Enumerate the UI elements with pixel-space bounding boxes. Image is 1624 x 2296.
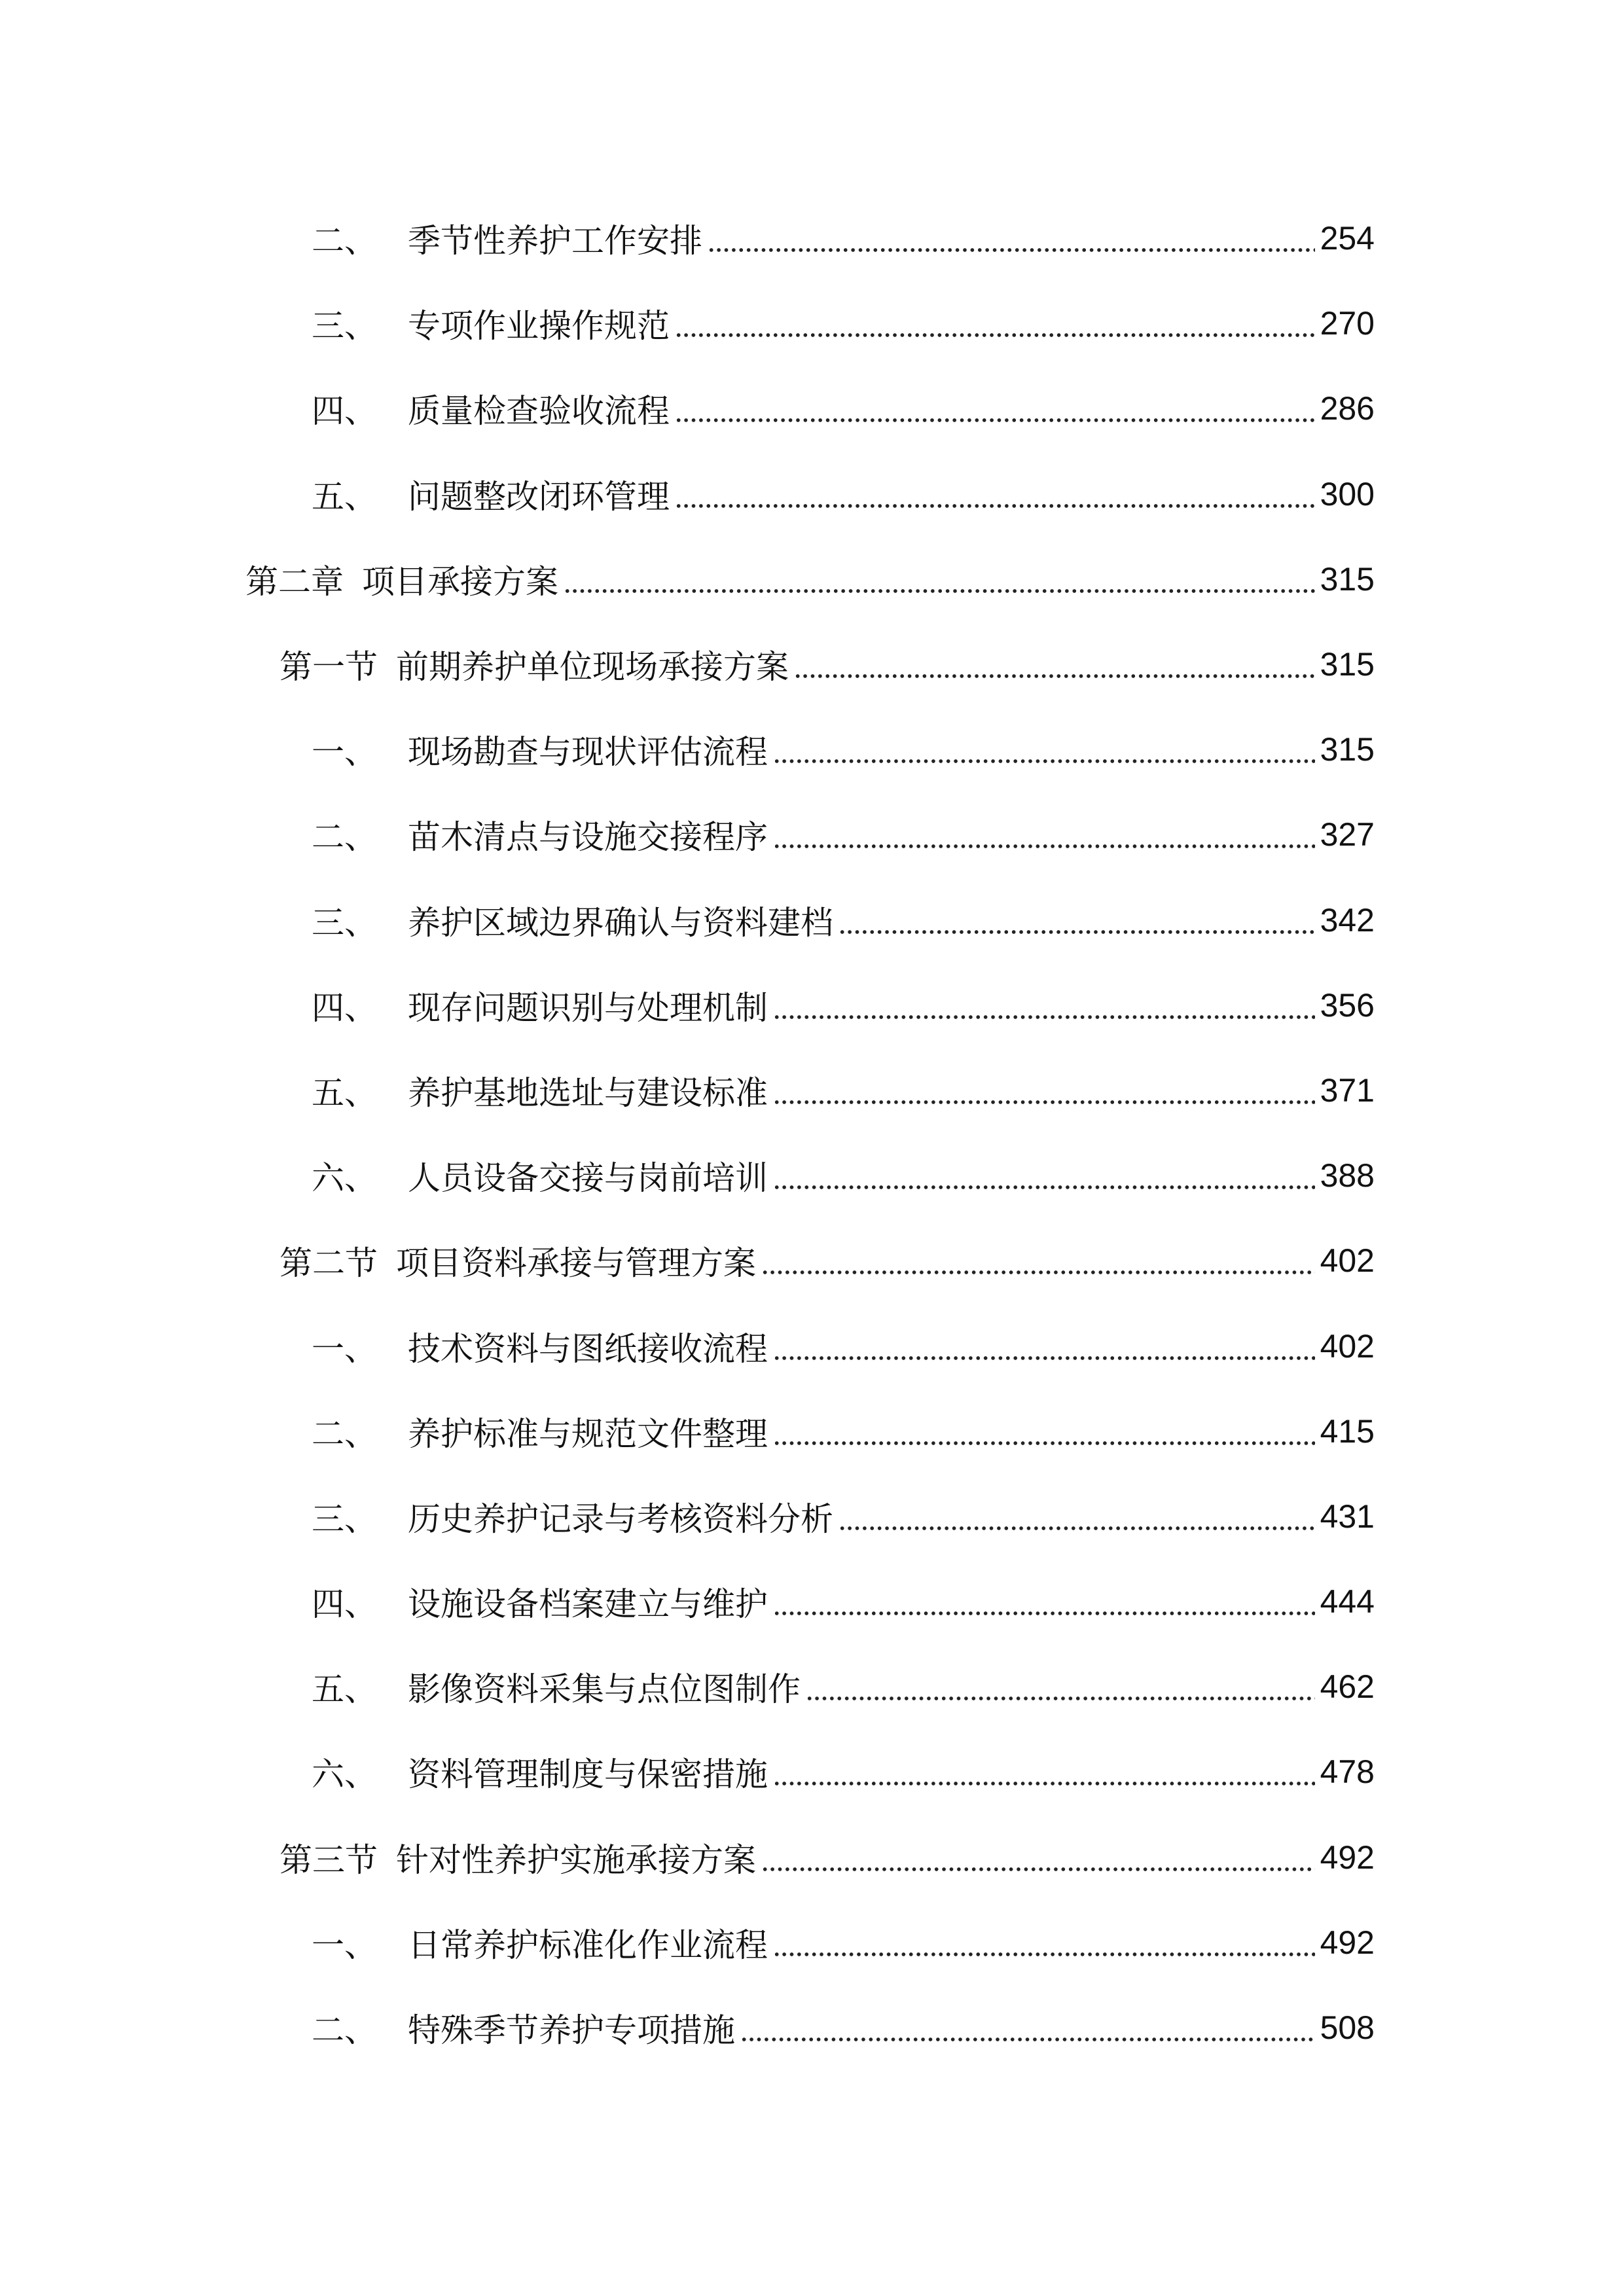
toc-item-entry[interactable] [0, 366, 1624, 451]
toc-item-entry[interactable] [0, 1900, 1624, 1985]
toc-item-entry[interactable] [0, 452, 1624, 537]
toc-page-number: 315 [1320, 731, 1375, 768]
toc-section-entry[interactable] [0, 1218, 1624, 1303]
dot-leader [773, 1585, 1315, 1618]
toc-entry-number: 一、 [312, 733, 377, 772]
toc-entry-title: 养护区域边界确认与资料建档 [408, 903, 833, 942]
dot-leader [773, 1330, 1315, 1363]
dot-leader [839, 904, 1315, 937]
toc-entry-title: 现存问题识别与处理机制 [408, 988, 768, 1027]
toc-item-entry[interactable] [0, 1133, 1624, 1218]
toc-page-number: 508 [1320, 2009, 1375, 2047]
toc-item-entry[interactable] [0, 792, 1624, 877]
toc-entry-title: 项目承接方案 [362, 562, 558, 601]
toc-entry-number: 五、 [312, 477, 377, 516]
toc-entry-number: 第三节 [280, 1840, 378, 1879]
dot-leader [806, 1670, 1315, 1703]
toc-chapter-entry[interactable] [0, 537, 1624, 622]
dot-leader [564, 563, 1315, 596]
toc-item-entry[interactable] [0, 1048, 1624, 1133]
toc-section-entry[interactable] [0, 1815, 1624, 1900]
toc-entry-number: 三、 [312, 1499, 377, 1538]
toc-page-number: 286 [1320, 390, 1375, 427]
toc-page-number: 462 [1320, 1668, 1375, 1706]
toc-entry-number: 六、 [312, 1755, 377, 1794]
toc-item-entry[interactable] [0, 196, 1624, 281]
dot-leader [773, 1755, 1315, 1788]
toc-page-number: 356 [1320, 986, 1375, 1024]
toc-item-entry[interactable] [0, 1559, 1624, 1644]
toc-item-entry[interactable] [0, 707, 1624, 792]
dot-leader [773, 989, 1315, 1022]
toc-entry-title: 影像资料采集与点位图制作 [408, 1670, 801, 1709]
dot-leader [773, 1159, 1315, 1192]
dot-leader [773, 1074, 1315, 1107]
toc-entry-title: 日常养护标准化作业流程 [408, 1926, 768, 1964]
dot-leader [839, 1500, 1315, 1533]
toc-page-number: 492 [1320, 1839, 1375, 1876]
toc-page-number: 270 [1320, 305, 1375, 342]
toc-item-entry[interactable] [0, 963, 1624, 1048]
toc-item-entry[interactable] [0, 1389, 1624, 1474]
toc-entry-title: 现场勘查与现状评估流程 [408, 733, 768, 772]
toc-item-entry[interactable] [0, 1729, 1624, 1814]
toc-entry-title: 设施设备档案建立与维护 [408, 1585, 768, 1624]
dot-leader [675, 307, 1315, 340]
toc-entry-title: 技术资料与图纸接收流程 [408, 1329, 768, 1368]
toc-page-number: 478 [1320, 1753, 1375, 1791]
toc-entry-number: 二、 [312, 1414, 377, 1453]
toc-page-number: 388 [1320, 1157, 1375, 1194]
toc-entry-number: 四、 [312, 1585, 377, 1624]
dot-leader [675, 392, 1315, 425]
toc-entry-number: 第二章 [245, 562, 344, 601]
toc-entry-number: 五、 [312, 1073, 377, 1112]
toc-entry-title: 特殊季节养护专项措施 [408, 2011, 735, 2050]
dot-leader [773, 1926, 1315, 1959]
dot-leader [761, 1841, 1315, 1874]
toc-entry-title: 针对性养护实施承接方案 [396, 1840, 756, 1879]
toc-entry-number: 五、 [312, 1670, 377, 1709]
toc-entry-title: 季节性养护工作安排 [408, 222, 702, 260]
dot-leader [740, 2011, 1315, 2044]
dot-leader [773, 818, 1315, 851]
toc-page-number: 342 [1320, 901, 1375, 939]
toc-entry-title: 项目资料承接与管理方案 [396, 1244, 756, 1283]
toc-page-number: 371 [1320, 1071, 1375, 1109]
toc-page-number: 315 [1320, 646, 1375, 683]
toc-entry-number: 四、 [312, 392, 377, 431]
dot-leader [773, 1415, 1315, 1448]
toc-entry-title: 前期养护单位现场承接方案 [396, 648, 789, 687]
toc-page-number: 327 [1320, 816, 1375, 853]
toc-entry-number: 二、 [312, 818, 377, 857]
toc-page-number: 431 [1320, 1498, 1375, 1535]
toc-entry-number: 一、 [312, 1926, 377, 1964]
dot-leader [794, 648, 1315, 681]
toc-entry-number: 二、 [312, 2011, 377, 2050]
toc-entry-title: 养护标准与规范文件整理 [408, 1414, 768, 1453]
toc-entry-number: 二、 [312, 222, 377, 260]
toc-item-entry[interactable] [0, 1474, 1624, 1559]
dot-leader [773, 733, 1315, 766]
toc-entry-number: 四、 [312, 988, 377, 1027]
toc-entry-number: 一、 [312, 1329, 377, 1368]
toc-entry-title: 专项作业操作规范 [408, 307, 670, 346]
toc-item-entry[interactable] [0, 1644, 1624, 1729]
toc-entry-number: 第二节 [280, 1244, 378, 1283]
toc-entry-title: 质量检查验收流程 [408, 392, 670, 431]
toc-page-number: 300 [1320, 475, 1375, 512]
toc-entry-number: 第一节 [280, 648, 378, 687]
toc-item-entry[interactable] [0, 878, 1624, 963]
toc-page-number: 254 [1320, 220, 1375, 257]
dot-leader [675, 478, 1315, 511]
toc-entry-number: 三、 [312, 307, 377, 346]
table-of-contents [0, 196, 1624, 2070]
toc-entry-title: 问题整改闭环管理 [408, 477, 670, 516]
toc-item-entry[interactable] [0, 1303, 1624, 1388]
dot-leader [761, 1244, 1315, 1277]
toc-item-entry[interactable] [0, 1985, 1624, 2070]
toc-page-number: 415 [1320, 1412, 1375, 1450]
toc-section-entry[interactable] [0, 622, 1624, 707]
toc-item-entry[interactable] [0, 281, 1624, 366]
dot-leader [708, 222, 1315, 255]
toc-page-number: 402 [1320, 1327, 1375, 1365]
toc-entry-title: 苗木清点与设施交接程序 [408, 818, 768, 857]
toc-entry-number: 三、 [312, 903, 377, 942]
toc-page-number: 402 [1320, 1242, 1375, 1280]
toc-entry-title: 人员设备交接与岗前培训 [408, 1159, 768, 1198]
toc-page-number: 444 [1320, 1583, 1375, 1621]
toc-entry-number: 六、 [312, 1159, 377, 1198]
toc-page-number: 492 [1320, 1924, 1375, 1961]
toc-entry-title: 资料管理制度与保密措施 [408, 1755, 768, 1794]
toc-entry-title: 养护基地选址与建设标准 [408, 1073, 768, 1112]
toc-entry-title: 历史养护记录与考核资料分析 [408, 1499, 833, 1538]
toc-page-number: 315 [1320, 560, 1375, 598]
